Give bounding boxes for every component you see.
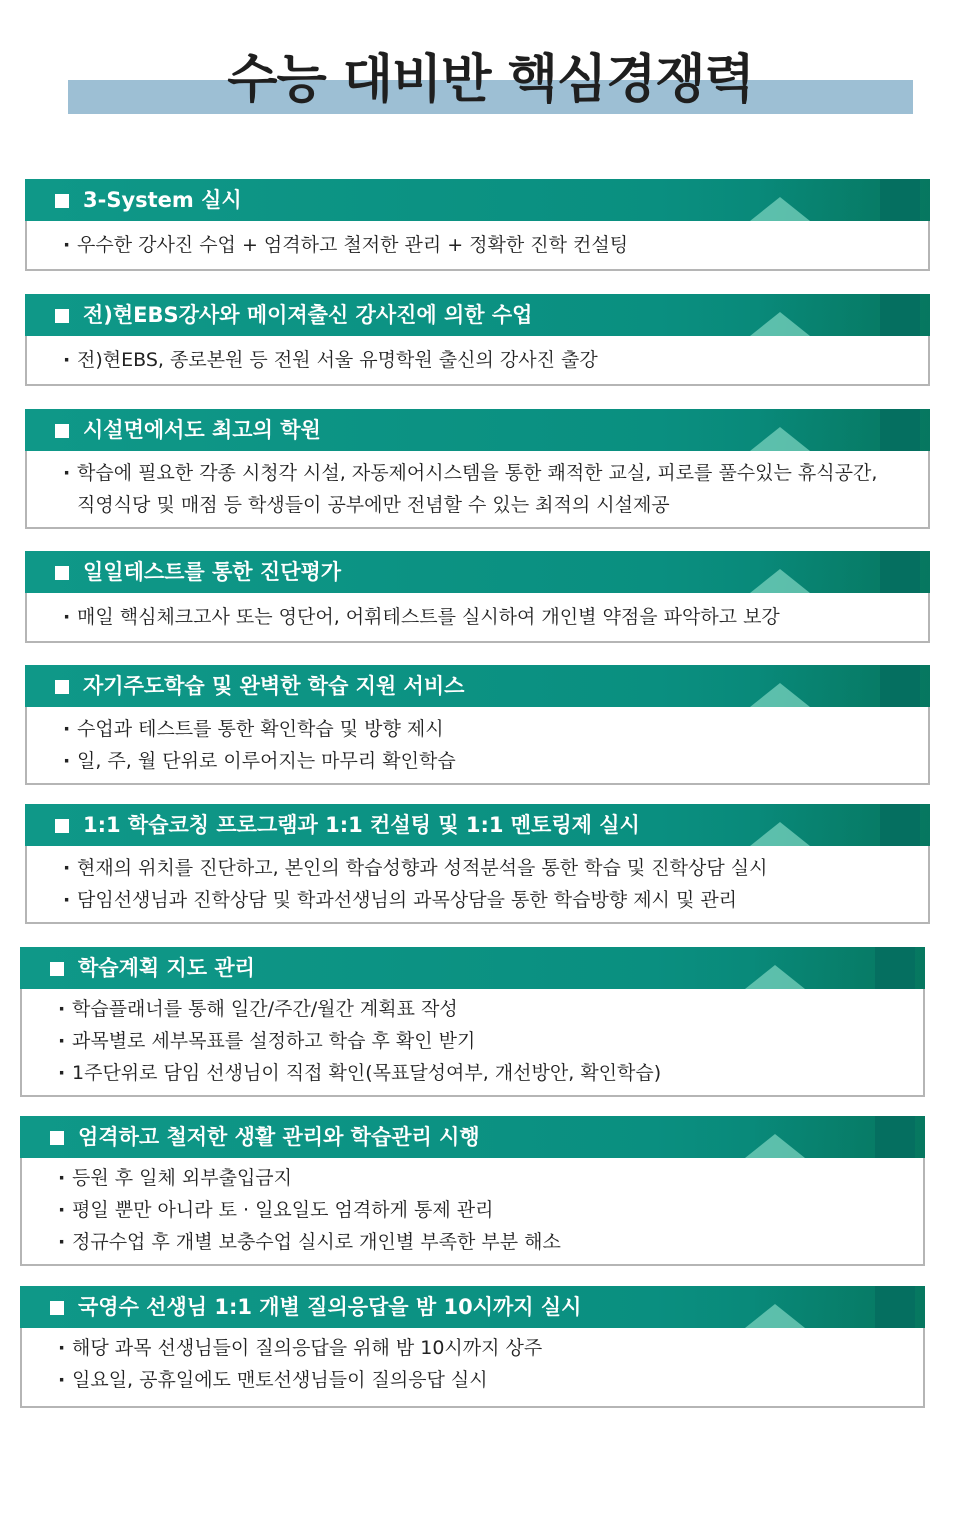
section-header	[20, 1286, 925, 1328]
list-item: · 학습플래너를 통해 일간/주간/월간 계획표 작성	[58, 993, 903, 1025]
section-body	[20, 1328, 925, 1408]
section-instructors	[25, 294, 930, 386]
section-3-system	[25, 179, 930, 271]
square-bullet-icon	[50, 962, 64, 976]
section-body	[25, 336, 930, 386]
section-header	[25, 294, 930, 336]
section-body	[25, 221, 930, 271]
list-item: · 1주단위로 담임 선생님이 직접 확인(목표달성여부, 개선방안, 확인학습)	[58, 1057, 903, 1089]
section-header	[25, 409, 930, 451]
page-title-area	[68, 40, 913, 120]
square-bullet-icon	[50, 1131, 64, 1145]
list-item-continued: 직영식당 및 매점 등 학생들이 공부에만 전념할 수 있는 최적의 시설제공	[77, 494, 670, 516]
section-header	[25, 804, 930, 846]
section-body	[25, 593, 930, 643]
section-title: 국영수 선생님 1:1 개별 질의응답을 밤 10시까지 실시	[78, 1295, 582, 1319]
section-life-management	[20, 1116, 925, 1266]
section-title: 일일테스트를 통한 진단평가	[83, 560, 342, 584]
square-bullet-icon	[55, 819, 69, 833]
section-title: 시설면에서도 최고의 학원	[83, 418, 321, 442]
square-bullet-icon	[55, 194, 69, 208]
list-item: · 우수한 강사진 수업 + 엄격하고 철저한 관리 + 정확한 진학 컨설팅	[63, 229, 908, 261]
section-body	[20, 989, 925, 1097]
section-header	[25, 551, 930, 593]
list-item: · 수업과 테스트를 통한 확인학습 및 방향 제시	[63, 713, 908, 745]
list-item: · 일, 주, 월 단위로 이루어지는 마무리 확인학습	[63, 745, 908, 777]
section-coaching	[25, 804, 930, 924]
section-daily-test	[25, 551, 930, 643]
list-item: · 평일 뿐만 아니라 토 · 일요일도 엄격하게 통제 관리	[58, 1194, 903, 1226]
section-header	[20, 947, 925, 989]
section-header	[25, 665, 930, 707]
square-bullet-icon	[50, 1301, 64, 1315]
section-study-plan	[20, 947, 925, 1097]
list-item: · 일요일, 공휴일에도 맨토선생님들이 질의응답 실시	[58, 1364, 903, 1396]
section-title: 학습계획 지도 관리	[78, 956, 255, 980]
list-item: · 과목별로 세부목표를 설정하고 학습 후 확인 받기	[58, 1025, 903, 1057]
list-item: · 담임선생님과 진학상담 및 학과선생님의 과목상담을 통한 학습방향 제시 및 관리	[63, 884, 908, 916]
list-item: · 정규수업 후 개별 보충수업 실시로 개인별 부족한 부분 해소	[58, 1226, 903, 1258]
section-title: 엄격하고 철저한 생활 관리와 학습관리 시행	[78, 1125, 480, 1149]
section-body	[25, 707, 930, 785]
section-body	[25, 451, 930, 529]
list-item: · 등원 후 일체 외부출입금지	[58, 1162, 903, 1194]
square-bullet-icon	[55, 309, 69, 323]
section-facilities	[25, 409, 930, 529]
section-title: 전)현EBS강사와 메이져출신 강사진에 의한 수업	[83, 303, 533, 327]
section-body	[25, 846, 930, 924]
section-header	[25, 179, 930, 221]
list-item: · 해당 과목 선생님들이 질의응답을 위해 밤 10시까지 상주	[58, 1332, 903, 1364]
page-title: 수능 대비반 핵심경쟁력	[227, 50, 754, 110]
section-header	[20, 1116, 925, 1158]
section-title: 3-System 실시	[83, 188, 242, 212]
section-qna	[20, 1286, 925, 1408]
section-title: 1:1 학습코칭 프로그램과 1:1 컨설팅 및 1:1 멘토링제 실시	[83, 813, 640, 837]
square-bullet-icon	[55, 424, 69, 438]
square-bullet-icon	[55, 680, 69, 694]
list-item: · 학습에 필요한 각종 시청각 시설, 자동제어시스템을 통한 쾌적한 교실, 피로를 풀수있는 휴식공간,	[63, 457, 908, 489]
section-body	[20, 1158, 925, 1266]
list-item: · 현재의 위치를 진단하고, 본인의 학습성향과 성적분석을 통한 학습 및 진학상담 실시	[63, 852, 908, 884]
section-title: 자기주도학습 및 완벽한 학습 지원 서비스	[83, 674, 465, 698]
section-self-directed	[25, 665, 930, 785]
square-bullet-icon	[55, 566, 69, 580]
list-item: · 매일 핵심체크고사 또는 영단어, 어휘테스트를 실시하여 개인별 약점을 파악하고 보강	[63, 601, 908, 633]
list-item: · 전)현EBS, 종로본원 등 전원 서울 유명학원 출신의 강사진 출강	[63, 344, 908, 376]
